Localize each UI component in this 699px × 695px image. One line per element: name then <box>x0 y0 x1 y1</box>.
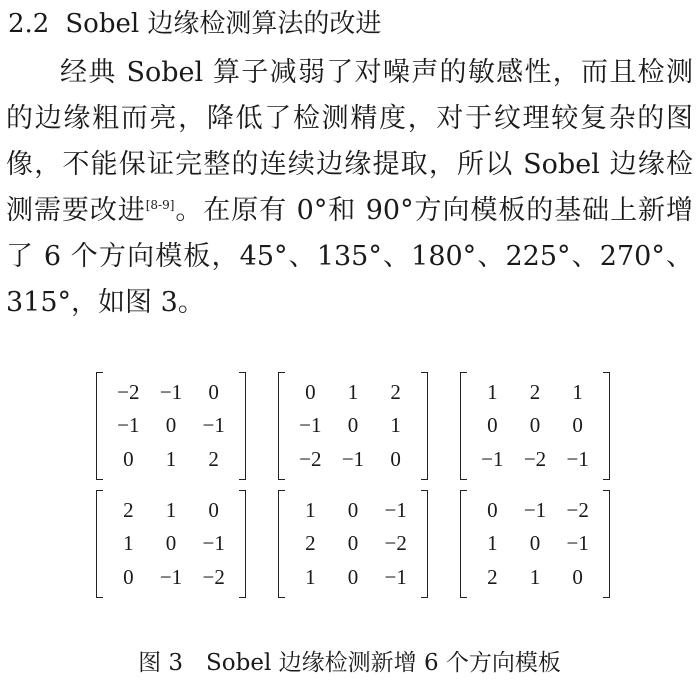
direction-template-matrix <box>96 490 246 598</box>
matrix-cell: 0 <box>529 413 541 438</box>
matrix-cell: 1 <box>572 380 583 405</box>
matrix-cell: 0 <box>305 380 316 405</box>
matrix-cell: 2 <box>529 380 541 405</box>
direction-templates-figure <box>96 372 610 608</box>
matrix-cell: −1 <box>566 446 589 471</box>
matrix-bracket-serif <box>461 597 467 598</box>
citation-reference[interactable]: [8-9] <box>145 198 175 212</box>
matrix-grid <box>107 376 235 476</box>
matrix-bracket-serif <box>239 490 245 491</box>
matrix-bracket-serif <box>421 372 427 373</box>
matrix-cell: −1 <box>384 564 407 589</box>
matrix-bracket-serif <box>461 490 467 491</box>
direction-template-matrix <box>460 372 610 480</box>
matrix-row-top <box>96 372 610 480</box>
matrix-cell: 0 <box>347 531 359 556</box>
body-paragraph <box>6 50 693 326</box>
section-number: 2.2 <box>8 9 50 39</box>
matrix-cell: 0 <box>123 564 134 589</box>
matrix-cell: −1 <box>202 413 225 438</box>
paragraph-text-before-citation: 经典 Sobel 算子减弱了对噪声的敏感性，而且检测的边缘粗而亮，降低了检测精度，对于纹理较复杂的图像，不能保证完整的连续边缘提取，所以 Sobel 边缘检测需要改进 <box>6 57 693 226</box>
section-title: Sobel 边缘检测算法的改进 <box>65 9 382 39</box>
matrix-cell: 1 <box>487 531 498 556</box>
matrix-bracket-serif <box>97 597 103 598</box>
matrix-cell: −2 <box>117 380 140 405</box>
matrix-cell: 2 <box>123 498 134 523</box>
matrix-cell: 1 <box>487 380 498 405</box>
matrix-grid <box>289 494 417 594</box>
matrix-cell: 2 <box>390 380 401 405</box>
matrix-cell: 0 <box>529 531 541 556</box>
direction-template-matrix <box>278 372 428 480</box>
matrix-bracket-serif <box>461 372 467 373</box>
matrix-cell: −1 <box>299 413 322 438</box>
matrix-cell: 0 <box>123 446 134 471</box>
direction-template-matrix <box>278 490 428 598</box>
matrix-cell: 0 <box>347 564 359 589</box>
matrix-bracket-serif <box>279 490 285 491</box>
matrix-cell: 0 <box>165 413 177 438</box>
matrix-bracket-serif <box>239 372 245 373</box>
matrix-cell: −2 <box>202 564 225 589</box>
matrix-bracket-serif <box>421 490 427 491</box>
matrix-cell: 1 <box>390 413 401 438</box>
matrix-cell: 0 <box>347 413 359 438</box>
matrix-row-bottom <box>96 490 610 598</box>
matrix-bracket-serif <box>603 490 609 491</box>
matrix-cell: −1 <box>566 531 589 556</box>
matrix-cell: 1 <box>305 564 316 589</box>
matrix-grid <box>471 494 599 594</box>
matrix-bracket-serif <box>97 479 103 480</box>
matrix-bracket-serif <box>239 479 245 480</box>
paragraph-text-after-citation: 。在原有 0°和 90°方向模板的基础上新增了 6 个方向模板，45°、135°、180°、225°、270°、315°，如图 3。 <box>6 195 694 318</box>
matrix-cell: 0 <box>572 413 583 438</box>
matrix-cell: −2 <box>566 498 589 523</box>
matrix-cell: 2 <box>305 531 316 556</box>
matrix-cell: −1 <box>159 380 183 405</box>
matrix-cell: −1 <box>384 498 407 523</box>
matrix-bracket-serif <box>97 372 103 373</box>
matrix-cell: −2 <box>299 446 322 471</box>
section-heading <box>8 6 381 42</box>
matrix-cell: 0 <box>487 413 498 438</box>
matrix-cell: −1 <box>341 446 365 471</box>
matrix-bracket-serif <box>421 597 427 598</box>
matrix-cell: 0 <box>347 498 359 523</box>
body-paragraph-block <box>6 50 693 326</box>
direction-template-matrix <box>96 372 246 480</box>
matrix-cell: 1 <box>529 564 541 589</box>
matrix-cell: −2 <box>523 446 547 471</box>
matrix-bracket-serif <box>279 479 285 480</box>
matrix-cell: 0 <box>487 498 498 523</box>
matrix-grid <box>289 376 417 476</box>
matrix-cell: −1 <box>202 531 225 556</box>
matrix-cell: 1 <box>165 498 177 523</box>
matrix-bracket-serif <box>97 490 103 491</box>
matrix-cell: 1 <box>165 446 177 471</box>
matrix-bracket-serif <box>279 372 285 373</box>
matrix-cell: 0 <box>165 531 177 556</box>
matrix-bracket-serif <box>279 597 285 598</box>
matrix-cell: −1 <box>481 446 504 471</box>
matrix-cell: −1 <box>159 564 183 589</box>
matrix-cell: 1 <box>123 531 134 556</box>
matrix-cell: 1 <box>347 380 359 405</box>
matrix-cell: 0 <box>390 446 401 471</box>
matrix-cell: 0 <box>572 564 583 589</box>
matrix-bracket-serif <box>603 372 609 373</box>
direction-template-matrix <box>460 490 610 598</box>
matrix-bracket-serif <box>239 597 245 598</box>
matrix-grid <box>107 494 235 594</box>
figure-caption: 图 3 Sobel 边缘检测新增 6 个方向模板 <box>138 650 561 676</box>
matrix-cell: 0 <box>208 380 219 405</box>
matrix-cell: 1 <box>305 498 316 523</box>
matrix-cell: −2 <box>384 531 407 556</box>
matrix-bracket-serif <box>603 597 609 598</box>
matrix-grid <box>471 376 599 476</box>
matrix-bracket-serif <box>603 479 609 480</box>
matrix-bracket-serif <box>421 479 427 480</box>
matrix-bracket-serif <box>461 479 467 480</box>
matrix-cell: −1 <box>523 498 547 523</box>
matrix-cell: 0 <box>208 498 219 523</box>
matrix-cell: −1 <box>117 413 140 438</box>
matrix-cell: 2 <box>487 564 498 589</box>
matrix-cell: 2 <box>208 446 219 471</box>
